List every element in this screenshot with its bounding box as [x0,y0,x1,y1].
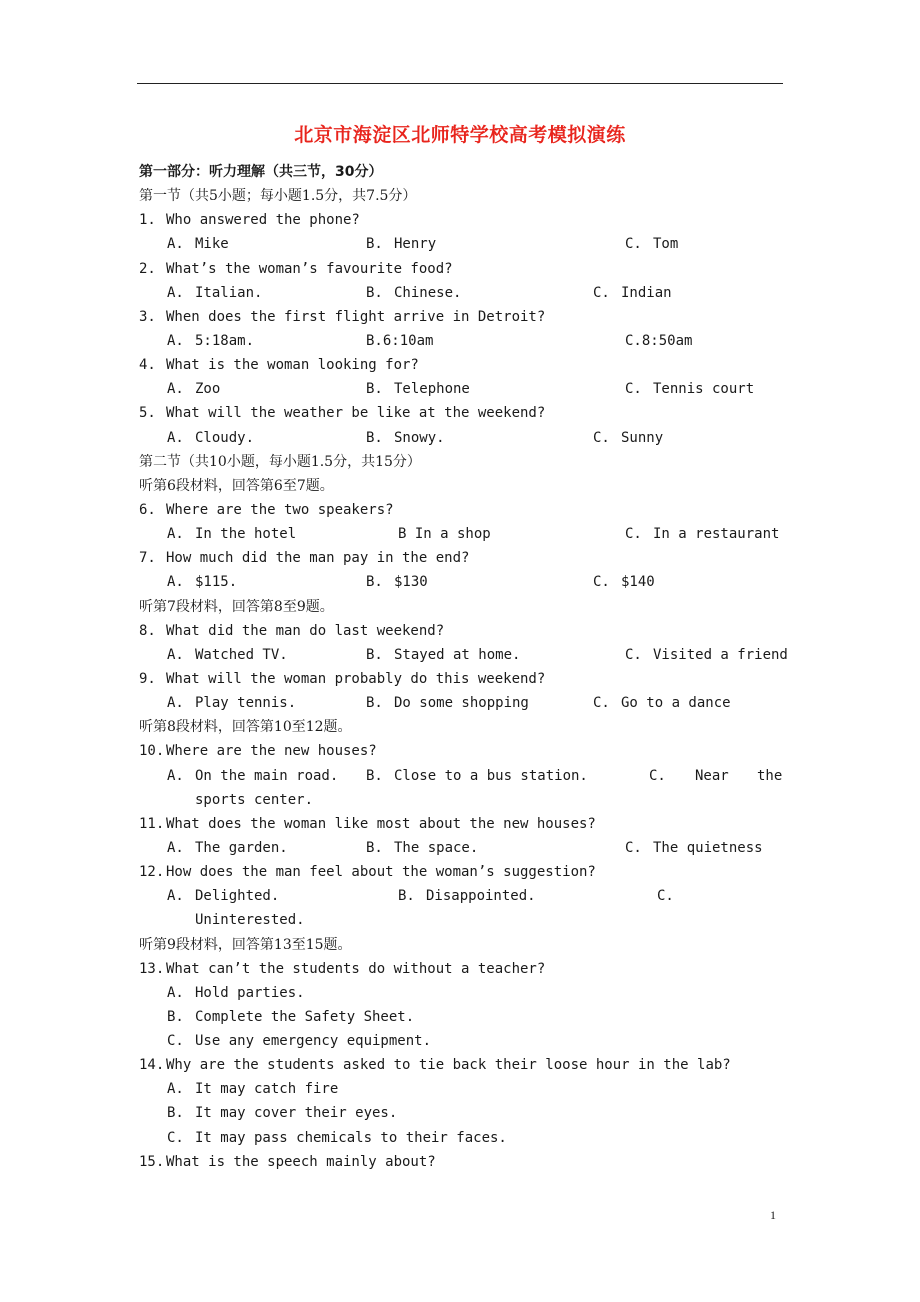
options-6 [139,522,784,546]
question-text: What does the woman like most about the new houses? [166,815,596,832]
option-c: C. Tennis court [625,381,755,398]
question-text: Where are the two speakers? [166,501,394,518]
option-a: A. Watched TV. [167,646,288,663]
option-a: A. On the main road. [167,767,339,784]
option-c: C. It may pass chemicals to their faces. [167,1129,507,1146]
question-7: 7. How much did the man pay in the end? [139,550,470,567]
option-c-continuation: Uninterested. [195,912,305,929]
option-b: B. Snowy. [366,429,445,446]
question-9: 9. What will the woman probably do this weekend? [139,670,546,687]
option-a: A. It may catch fire [167,1081,339,1098]
question-text: What did the man do last weekend? [166,622,445,639]
option-a: A. Cloudy. [167,429,255,446]
section2-heading: 第二节（共10小题，每小题1.5分，共15分） [139,453,421,470]
options-10 [139,764,784,788]
option-a: A. In the hotel [167,526,297,543]
options-3 [139,329,784,353]
option-a: A. Hold parties. [167,984,305,1001]
option-b: B. The space. [366,839,479,856]
question-13: 13. What can’t the students do without a teacher? [139,960,546,977]
top-rule [137,83,783,84]
option-a: A. 5:18am. [167,332,255,349]
option-a: A. Zoo [167,381,221,398]
options-1 [139,232,784,256]
option-a: A. $115. [167,574,238,591]
options-7 [139,570,784,594]
option-b: B.6:10am [366,332,434,349]
question-text: What’s the woman’s favourite food? [166,260,453,277]
page-number: 1 [770,1208,776,1222]
options-5 [139,426,784,450]
question-text: What will the woman probably do this weekend? [166,670,546,687]
option-b: B. Disappointed. [398,888,536,905]
option-b: B. Chinese. [366,284,462,301]
option-c: C. Visited a friend [625,646,788,663]
options-11 [139,836,784,860]
question-5: 5. What will the weather be like at the weekend? [139,405,546,422]
option-b: B. Stayed at home. [366,646,521,663]
question-text: How much did the man pay in the end? [166,550,470,567]
question-text: What can’t the students do without a teacher? [166,960,546,977]
material-9: 听第9段材料，回答第13至15题。 [139,936,352,953]
question-2: 2. What’s the woman’s favourite food? [139,260,453,277]
question-3: 3. When does the first flight arrive in Detroit? [139,308,546,325]
option-c-word: the [757,767,783,784]
option-c: C. [649,767,666,784]
option-b: B. Close to a bus station. [366,767,588,784]
option-c-word: Near [695,767,729,784]
option-b: B. Do some shopping [366,695,529,712]
question-4: 4. What is the woman looking for? [139,357,419,374]
option-b: B. Henry [366,236,437,253]
part1-heading: 第一部分：听力理解（共三节，30分） [139,164,383,180]
question-11: 11. What does the woman like most about the new houses? [139,815,596,832]
question-6: 6. Where are the two speakers? [139,501,394,518]
options-2 [139,281,784,305]
option-c-continuation: sports center. [195,791,314,808]
option-c: C. Go to a dance [593,695,731,712]
question-8: 8. What did the man do last weekend? [139,622,445,639]
page-title: 北京市海淀区北师特学校高考模拟演练 [294,124,626,146]
option-a: A. Delighted. [167,888,280,905]
option-b: B. $130 [366,574,428,591]
question-text: Why are the students asked to tie back their loose hour in the lab? [166,1057,731,1074]
option-b: B In a shop [398,526,491,543]
option-c: C. Use any emergency equipment. [167,1033,432,1050]
option-c: C. The quietness [625,839,763,856]
question-15: 15. What is the speech mainly about? [139,1153,436,1170]
option-c: C. Tom [625,236,679,253]
option-a: A. Mike [167,236,229,253]
options-12 [139,884,784,908]
options-4 [139,377,784,401]
question-text: Where are the new houses? [166,743,377,760]
options-8 [139,643,788,667]
material-8: 听第8段材料，回答第10至12题。 [139,719,352,736]
option-c: C. In a restaurant [625,526,780,543]
question-text: What is the speech mainly about? [166,1153,436,1170]
option-b: B. It may cover their eyes. [167,1105,398,1122]
option-b: B. Complete the Safety Sheet. [167,1008,415,1025]
material-7: 听第7段材料，回答第8至9题。 [139,598,334,615]
exam-content [139,160,788,1174]
question-text: Who answered the phone? [166,212,360,229]
question-10: 10. Where are the new houses? [139,743,377,760]
option-c: C.8:50am [625,332,693,349]
option-c: C. $140 [593,574,655,591]
question-text: When does the first flight arrive in Detroit? [166,308,546,325]
option-a: A. Italian. [167,284,263,301]
question-text: What will the weather be like at the weekend? [166,405,546,422]
section1-heading: 第一节（共5小题；每小题1.5分，共7.5分） [139,188,417,205]
question-text: How does the man feel about the woman’s suggestion? [166,864,596,881]
option-a: A. Play tennis. [167,695,297,712]
options-9 [139,691,784,715]
option-c: C. [657,888,674,905]
material-6: 听第6段材料，回答第6至7题。 [139,477,334,494]
option-a: A. The garden. [167,839,288,856]
question-14: 14. Why are the students asked to tie back their loose hour in the lab? [139,1057,731,1074]
option-c: C. Indian [593,284,672,301]
option-b: B. Telephone [366,381,470,398]
option-c: C. Sunny [593,429,664,446]
question-12: 12. How does the man feel about the woman’s suggestion? [139,864,596,881]
question-1: 1. Who answered the phone? [139,212,360,229]
question-text: What is the woman looking for? [166,357,419,374]
